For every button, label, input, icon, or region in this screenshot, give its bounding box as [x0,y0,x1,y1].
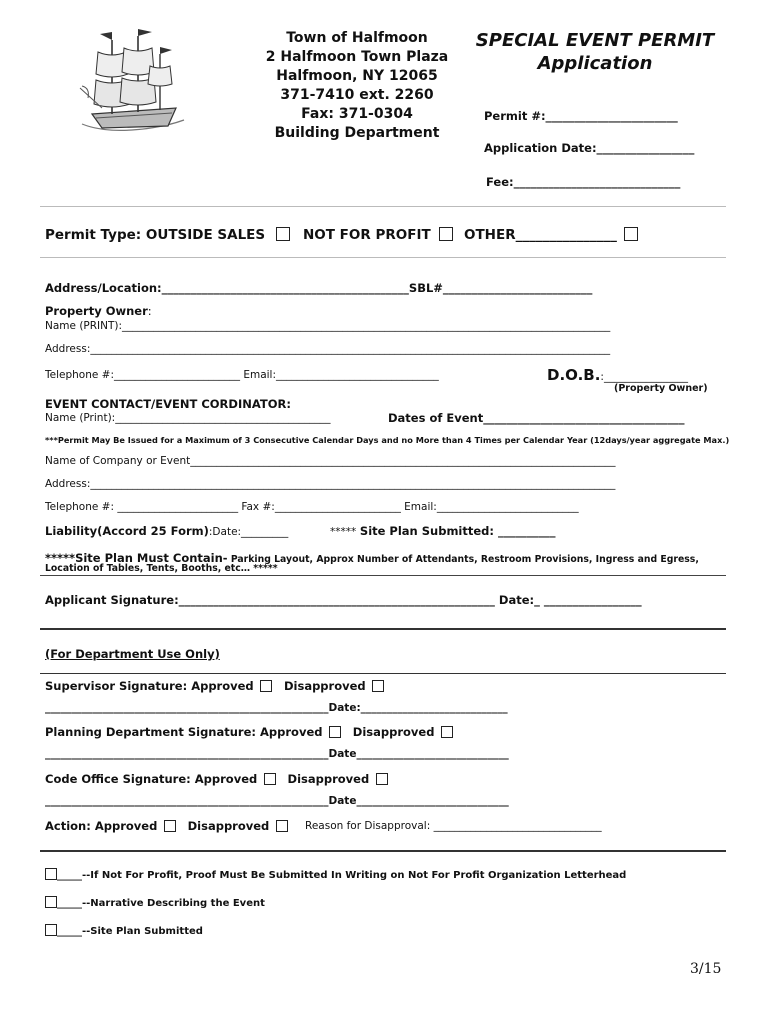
page-number: 3/15 [690,961,722,977]
divider [40,850,726,852]
checklist-checkbox[interactable] [45,924,57,936]
org-fax: Fax: 371-0304 [301,106,413,122]
property-owner-colon: : [147,304,152,318]
planning-date-line[interactable]: ______________________________________________________Date_____________________________ [45,748,509,760]
company-event-field[interactable]: Name of Company or Event_________________________________________________________________________________ [45,455,616,467]
applicant-signature-field[interactable]: Applicant Signature:_______________________________________________________ Date:_ _________________ [45,593,642,607]
code-office-signature-label: Code Office Signature: Approved [45,772,258,786]
reason-for-disapproval-line: ________________________________ [433,820,602,832]
planning-signature-row [45,725,453,739]
checklist-label: _____--Site Plan Submitted [57,926,203,937]
not-for-profit-option [303,227,453,243]
code-office-approved-checkbox[interactable] [264,773,276,785]
action-disapproved-checkbox[interactable] [276,820,288,832]
event-contact-heading: EVENT CONTACT/EVENT CORDINATOR: [45,397,291,411]
org-city: Halfmoon, NY 12065 [276,68,438,84]
contact-phone-fax-email-field[interactable]: Telephone #: _______________________ Fax #:________________________ Email:___________________________ [45,501,579,513]
contact-address-field[interactable]: Address:____________________________________________________________________________________________________ [45,478,616,490]
planning-signature-label: Planning Department Signature [45,725,252,739]
code-office-date-line[interactable]: ______________________________________________________Date_____________________________ [45,795,509,807]
planning-disapproved-checkbox[interactable] [441,726,453,738]
site-plan-stars: ***** [330,526,357,538]
application-date-label: Application Date:_______________ [484,141,683,155]
dob-line: :________________ [600,371,688,383]
address-location-field[interactable]: Address/Location:___________________________________________SBL#__________________________ [45,281,593,295]
checklist-checkbox[interactable] [45,868,57,880]
site-plan-submitted-label: Site Plan Submitted: [359,524,499,538]
contact-name-field[interactable]: Name (Print):_________________________________________ [45,412,331,424]
application-date-tail: __ [682,141,695,155]
site-plan-submitted-line: __________ [498,524,556,538]
liability-label: Liability(Accord 25 Form) [45,524,209,538]
form-title-line2: Application [537,53,653,74]
checklist-label: _____--Narrative Describing the Event [57,898,265,909]
property-owner-title: Property Owner [45,304,148,318]
site-plan-must-contain-label: *****Site Plan Must Contain- [45,551,228,565]
checklist-item-not-for-profit [45,868,626,881]
supervisor-signature-row [45,679,384,693]
code-office-disapproved-label: Disapproved [287,772,370,786]
reason-for-disapproval-label: Reason for Disapproval: [305,820,434,832]
owner-address-field[interactable]: Address:___________________________________________________________________________________________________ [45,343,611,355]
other-checkbox[interactable] [624,227,638,241]
permit-type-row [45,227,290,243]
site-plan-must-contain-line2: Location of Tables, Tents, Booths, etc… ***** [45,563,278,574]
fee-field[interactable]: Fee:_____________________________ [486,175,681,189]
planning-disapproved-label: Disapproved [352,725,435,739]
org-phone: 371-7410 ext. 2260 [280,87,434,103]
liability-date-line: :Date:_________ [208,526,289,538]
supervisor-disapproved-checkbox[interactable] [372,680,384,692]
dates-of-event-field[interactable]: Dates of Event___________________________________ [388,411,685,425]
permit-limit-note: ***Permit May Be Issued for a Maximum of 3 Consecutive Calendar Days and no More than 4 Times per Calendar Year (12days/year aggregate Max.) [45,435,730,445]
owner-dob-field[interactable] [547,365,688,384]
checklist-item-site-plan [45,924,203,937]
divider [40,206,726,207]
site-plan-must-contain-text: Parking Layout, Approx Number of Attendants, Restroom Provisions, Ingress and Egress, [227,554,699,565]
planning-approved-checkbox[interactable] [329,726,341,738]
divider [40,575,726,576]
not-for-profit-checkbox[interactable] [439,227,453,241]
ship-logo [72,28,192,146]
code-office-disapproved-checkbox[interactable] [376,773,388,785]
form-title-line1: SPECIAL EVENT PERMIT [475,30,715,51]
org-address-block [252,29,462,143]
permit-number-field[interactable]: Permit #:_______________________ [484,109,678,123]
checklist-checkbox[interactable] [45,896,57,908]
action-row [45,819,288,833]
department-use-heading: (For Department Use Only) [45,647,220,661]
supervisor-approved-label: : Approved [182,679,254,693]
form-title [470,30,720,74]
checklist-item-narrative [45,896,265,909]
dob-label: D.O.B. [547,366,601,384]
supervisor-date-line[interactable]: ______________________________________________________Date:____________________________ [45,702,508,714]
supervisor-signature-label: Supervisor Signature [45,679,183,693]
supervisor-approved-checkbox[interactable] [260,680,272,692]
code-office-signature-row [45,772,388,786]
application-date-field[interactable] [484,141,694,155]
other-label: OTHER_______________ [464,227,617,243]
org-name: Town of Halfmoon [286,30,428,46]
divider [40,257,726,258]
other-option [464,227,638,243]
property-owner-heading [45,304,152,318]
action-approved-checkbox[interactable] [164,820,176,832]
planning-approved-label: : Approved [251,725,323,739]
reason-for-disapproval-field[interactable] [305,820,602,832]
org-department: Building Department [274,125,440,141]
action-approved-label: Action: Approved [45,819,158,833]
liability-field[interactable] [45,524,288,538]
action-disapproved-label: Disapproved [187,819,270,833]
supervisor-disapproved-label: Disapproved [283,679,366,693]
not-for-profit-label: NOT FOR PROFIT [303,227,431,243]
site-plan-submitted-field[interactable] [330,524,556,538]
checklist-label: _____--If Not For Profit, Proof Must Be Submitted In Writing on Not For Profit Organization Letterhead [57,870,627,881]
permit-type-label: Permit Type: OUTSIDE SALES [45,227,266,243]
divider [40,628,726,630]
owner-name-field[interactable]: Name (PRINT):_____________________________________________________________________________________________ [45,320,611,332]
owner-telephone-field[interactable]: Telephone #:________________________ Email:_______________________________ [45,369,439,381]
divider [40,673,726,674]
org-street: 2 Halfmoon Town Plaza [265,49,449,65]
outside-sales-checkbox[interactable] [276,227,290,241]
dob-note: (Property Owner) [614,383,708,394]
